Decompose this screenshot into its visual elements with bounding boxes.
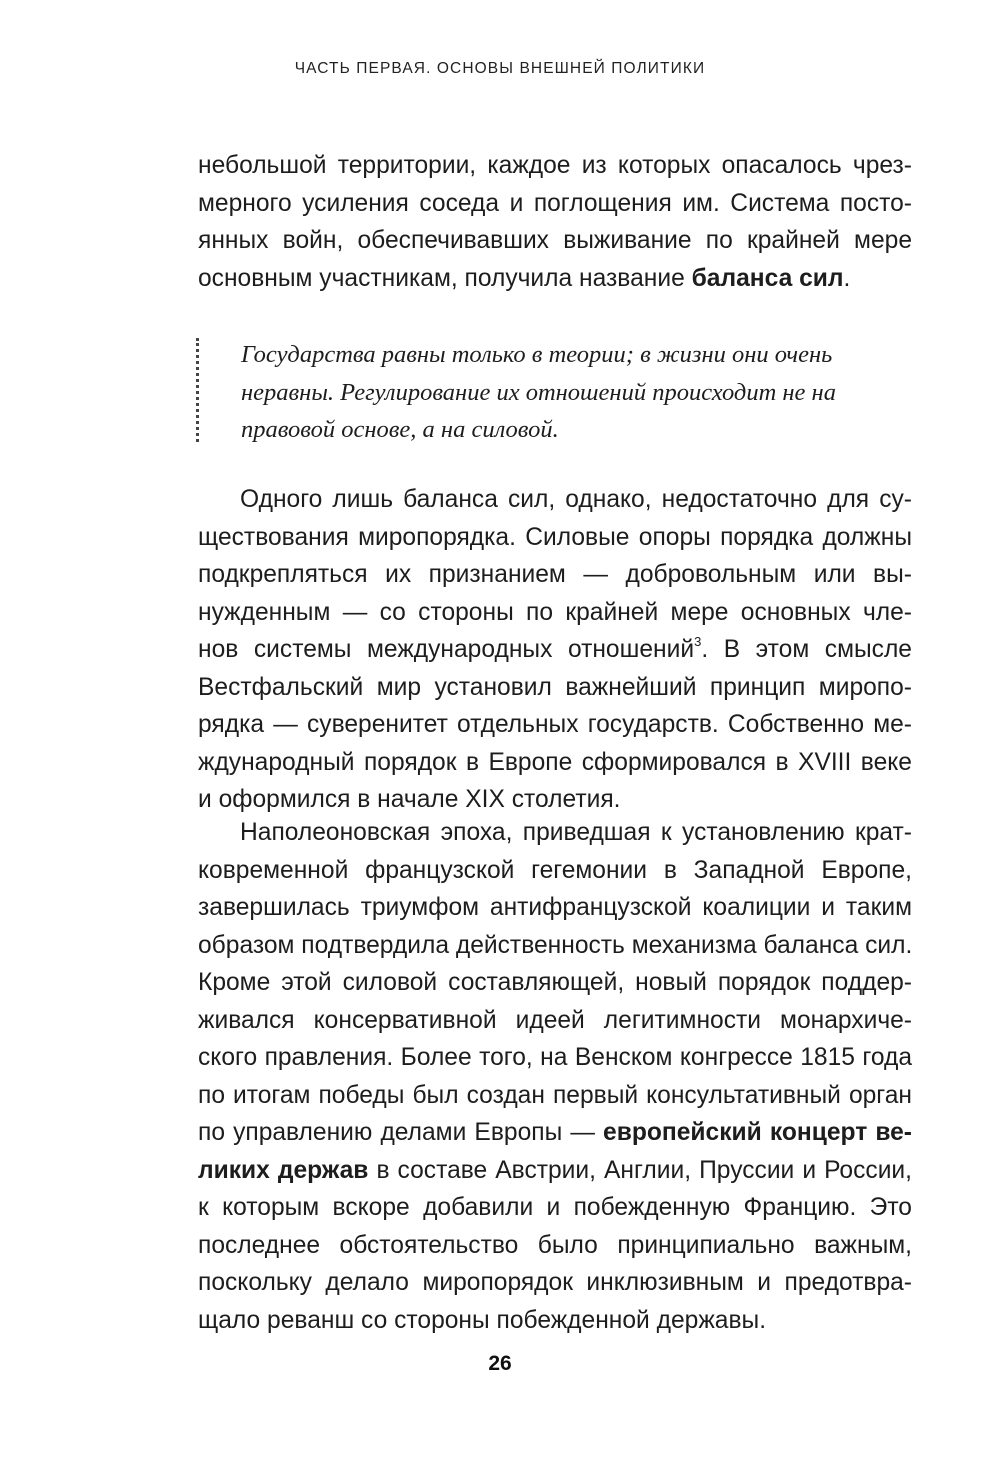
text-line [198,1152,912,1190]
text-line: щало реванш со стороны побежденной державы. [198,1306,767,1334]
page-number: 26 [488,1352,512,1375]
bold-term-concert-of-europe-cont: ликих держав [198,1156,369,1184]
text-line: к которым вскоре добавили и побежденную Францию. Это [198,1194,912,1221]
paragraph-1 [198,147,912,297]
quote-line: неравны. Регулирование их отношений происходит не на [241,378,836,406]
text-line: завершилась триумфом антифранцузской коалиции и таким [198,894,912,921]
text-line [198,1114,912,1152]
text-line: последнее обстоятельство было принципиально важным, [198,1231,912,1259]
footnote-ref[interactable]: 3 [694,634,702,649]
running-header: ЧАСТЬ ПЕРВАЯ. ОСНОВЫ ВНЕШНЕЙ ПОЛИТИКИ [294,60,706,77]
quote-dotted-rule [196,338,199,442]
text-run: . [843,264,851,292]
text-line [198,260,912,298]
text-line: Наполеоновская эпоха, приведшая к установлению крат- [240,819,912,846]
pull-quote [241,336,881,449]
paragraph-2 [198,481,912,819]
text-line: мерного усиления соседа и поглощения им. Система посто- [198,189,912,217]
bold-term-balance-of-power: баланса сил [691,264,844,292]
text-run: по управлению делами Европы — [198,1119,604,1146]
text-line: образом подтвердила действенность механизма баланса сил. [198,931,913,959]
text-line: по итогам победы был создан первый консультативный орган [198,1081,912,1109]
text-line: янных войн, обеспечивавших выживание по крайней мере [198,227,912,254]
quote-line: правовой основе, а на силовой. [241,416,559,443]
text-line: нужденным — со стороны по крайней мере основных чле- [198,598,912,626]
text-line: Одного лишь баланса сил, однако, недостаточно для су- [240,486,912,513]
bold-term-concert-of-europe: европейский концерт ве- [603,1119,912,1146]
text-run: . В этом смысле [701,636,912,663]
text-line: небольшой территории, каждое из которых опасалось чрез- [198,152,912,179]
quote-line: Государства равны только в теории; в жизни они очень [241,341,833,368]
text-line: ковременной французской гегемонии в Западной Европе, [198,856,912,884]
text-line: ждународный порядок в Европе сформировался в XVIII веке [198,748,912,776]
paragraph-3 [198,814,912,1339]
text-run: основным участникам, получила название [198,264,692,292]
text-line: Кроме этой силовой составляющей, новый порядок поддер- [198,969,912,996]
text-line: живался консервативной идеей легитимности монархиче- [198,1006,912,1034]
text-line: поскольку делало миропорядок инклюзивным и предотвра- [198,1269,912,1296]
text-run: в составе Австрии, Англии, Пруссии и России, [368,1156,913,1184]
text-line: и оформился в начале XIX столетия. [198,786,621,813]
text-line: Вестфальский мир установил важнейший принцип миропо- [198,673,912,701]
text-line: рядка — суверенитет отдельных государств. Собственно ме- [198,711,912,738]
text-line [198,631,912,669]
text-line: подкрепляться их признанием — добровольным или вы- [198,561,912,588]
text-run: нов системы международных отношений [198,636,695,663]
text-line: ского правления. Более того, на Венском конгрессе 1815 года [198,1044,912,1071]
text-line: ществования миропорядка. Силовые опоры порядка должны [198,523,912,551]
